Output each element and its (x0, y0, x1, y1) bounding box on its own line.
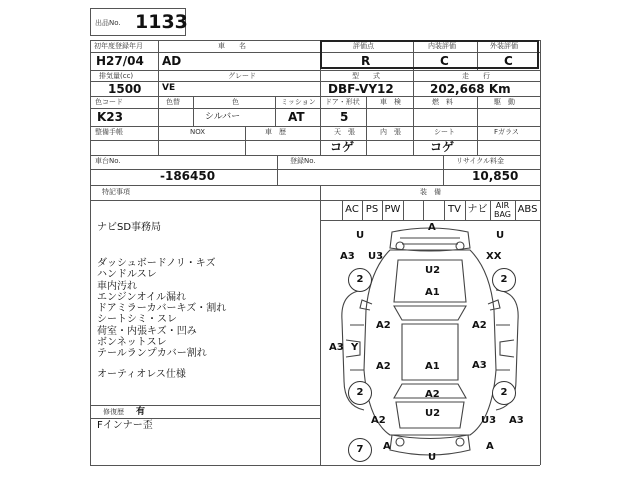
color-label: 色 (232, 98, 239, 106)
damage-mark: A1 (425, 361, 440, 372)
evaluation-score: R (361, 54, 371, 68)
remarks-list (97, 259, 317, 361)
recycle-fee: 10,850 (472, 169, 519, 183)
remark-item: シートシミ・スレ (97, 314, 177, 326)
damage-mark: A3 (340, 251, 355, 262)
ceiling-condition: コゲ (330, 140, 355, 154)
damage-circle-front-right: 2 (492, 268, 516, 292)
grade-label: グレード (228, 72, 256, 80)
displacement-label: 排気量(cc) (99, 72, 134, 80)
remark-item: ボンネットスレ (97, 337, 167, 349)
exterior-grade-label: 外装評価 (490, 42, 518, 50)
equipment-airbag: AIR BAG (493, 201, 512, 219)
doors: 5 (340, 110, 349, 124)
damage-mark: Y (351, 342, 359, 353)
nox-label: NOX (190, 128, 206, 136)
remark-item: ダッシュボードノリ・キズ (97, 258, 216, 269)
damage-mark: A (486, 441, 494, 452)
damage-mark: U3 (368, 251, 384, 262)
damage-mark: A2 (425, 389, 440, 400)
car-name: AD (162, 54, 182, 68)
damage-mark: U3 (481, 415, 497, 426)
lot-number-label: 出品No. (95, 19, 121, 27)
damage-mark: U2 (425, 408, 441, 419)
repair-history-label: 修復歴 (103, 408, 124, 416)
doors-label: ドア・形状 (325, 98, 360, 106)
equipment-tv: TV (448, 204, 461, 215)
equipment-pw: PW (384, 204, 401, 215)
color-code-label: 色コード (95, 98, 123, 106)
interior-grade: C (440, 54, 449, 68)
model-label: 型 式 (352, 72, 380, 80)
remark-item: ドアミラーカバーキズ・割れ (97, 303, 227, 315)
lot-number-box (90, 8, 186, 36)
remark-item: 荷室・内張キズ・凹み (97, 325, 197, 337)
color: シルバー (205, 112, 241, 122)
grade: VE (162, 83, 176, 93)
damage-mark: XX (486, 251, 502, 262)
damage-circle-rear-right: 2 (492, 381, 516, 405)
damage-mark: A2 (376, 361, 391, 372)
equipment-label: 装 備 (420, 188, 441, 196)
registration-number-label: 登録No. (290, 157, 316, 165)
chassis-number-label: 車台No. (95, 157, 121, 165)
damage-circle-rear-left: 2 (348, 381, 372, 405)
interior-grade-label: 内装評価 (428, 42, 456, 50)
damage-mark: A3 (329, 342, 344, 353)
equipment-ps: PS (365, 204, 379, 215)
damage-mark: U (356, 230, 365, 241)
exterior-grade: C (504, 54, 513, 68)
damage-circle-bottom: 7 (348, 438, 372, 462)
seat-label: シート (434, 128, 455, 136)
ceiling-label: 天 張 (334, 128, 355, 136)
damage-mark: A (428, 222, 436, 233)
equipment-ac: AC (345, 204, 359, 215)
damage-mark: A (383, 441, 391, 452)
first-registration: H27/04 (96, 54, 144, 68)
remark-item: ハンドルスレ (97, 269, 157, 281)
remarks-label: 特記事項 (102, 188, 130, 196)
damage-mark: A2 (376, 320, 391, 331)
color-family-label: 色替 (166, 98, 180, 106)
audio-less-note: オーティオレス仕様 (97, 369, 186, 380)
vehicle-history-label: 車 歴 (265, 128, 286, 136)
equipment-blank-2 (423, 200, 444, 220)
equipment-navi: ナビ (467, 204, 488, 215)
mission-label: ミッション (281, 98, 316, 106)
mission: AT (288, 110, 305, 124)
remark-item: エンジンオイル漏れ (97, 291, 186, 303)
damage-mark: A3 (472, 360, 487, 371)
equipment-blank-1 (403, 200, 423, 220)
repair-note: Fインナー歪 (97, 420, 153, 431)
car-name-label: 車 名 (218, 42, 246, 50)
inspection-label: 車 検 (380, 98, 401, 106)
color-code: K23 (97, 110, 123, 124)
damage-mark: A2 (472, 320, 487, 331)
score-label: 評価点 (353, 42, 374, 50)
mileage-label: 走 行 (462, 72, 490, 80)
drive-label: 駆 動 (494, 98, 515, 106)
chassis-number: -186450 (160, 169, 216, 183)
damage-mark: U2 (425, 265, 441, 276)
lot-number: 1133 (135, 11, 188, 33)
first-registration-label: 初年度登録年月 (94, 42, 143, 50)
damage-mark: A3 (509, 415, 524, 426)
mileage: 202,668 Km (430, 82, 511, 96)
interior-trim-label: 内 張 (380, 128, 401, 136)
damage-mark: A1 (425, 287, 440, 298)
navigation-note: ナビSD事務局 (97, 222, 162, 233)
repair-history: 有 (136, 407, 146, 417)
seat-condition: コゲ (430, 140, 455, 154)
damage-mark: U (496, 230, 505, 241)
remark-item: 車内汚れ (97, 280, 137, 292)
recycle-fee-label: リサイクル料金 (456, 157, 505, 165)
damage-mark: A2 (371, 415, 386, 426)
displacement: 1500 (108, 82, 142, 96)
model-code: DBF-VY12 (328, 82, 394, 96)
fuel-label: 燃 料 (432, 98, 453, 106)
front-glass-label: Fガラス (494, 128, 519, 136)
maintenance-book-label: 整備手帳 (95, 128, 123, 136)
damage-mark: U (428, 452, 437, 463)
equipment-abs: ABS (517, 204, 538, 215)
damage-circle-front-left: 2 (348, 268, 372, 292)
remark-item: テールランプカバー割れ (97, 348, 207, 360)
